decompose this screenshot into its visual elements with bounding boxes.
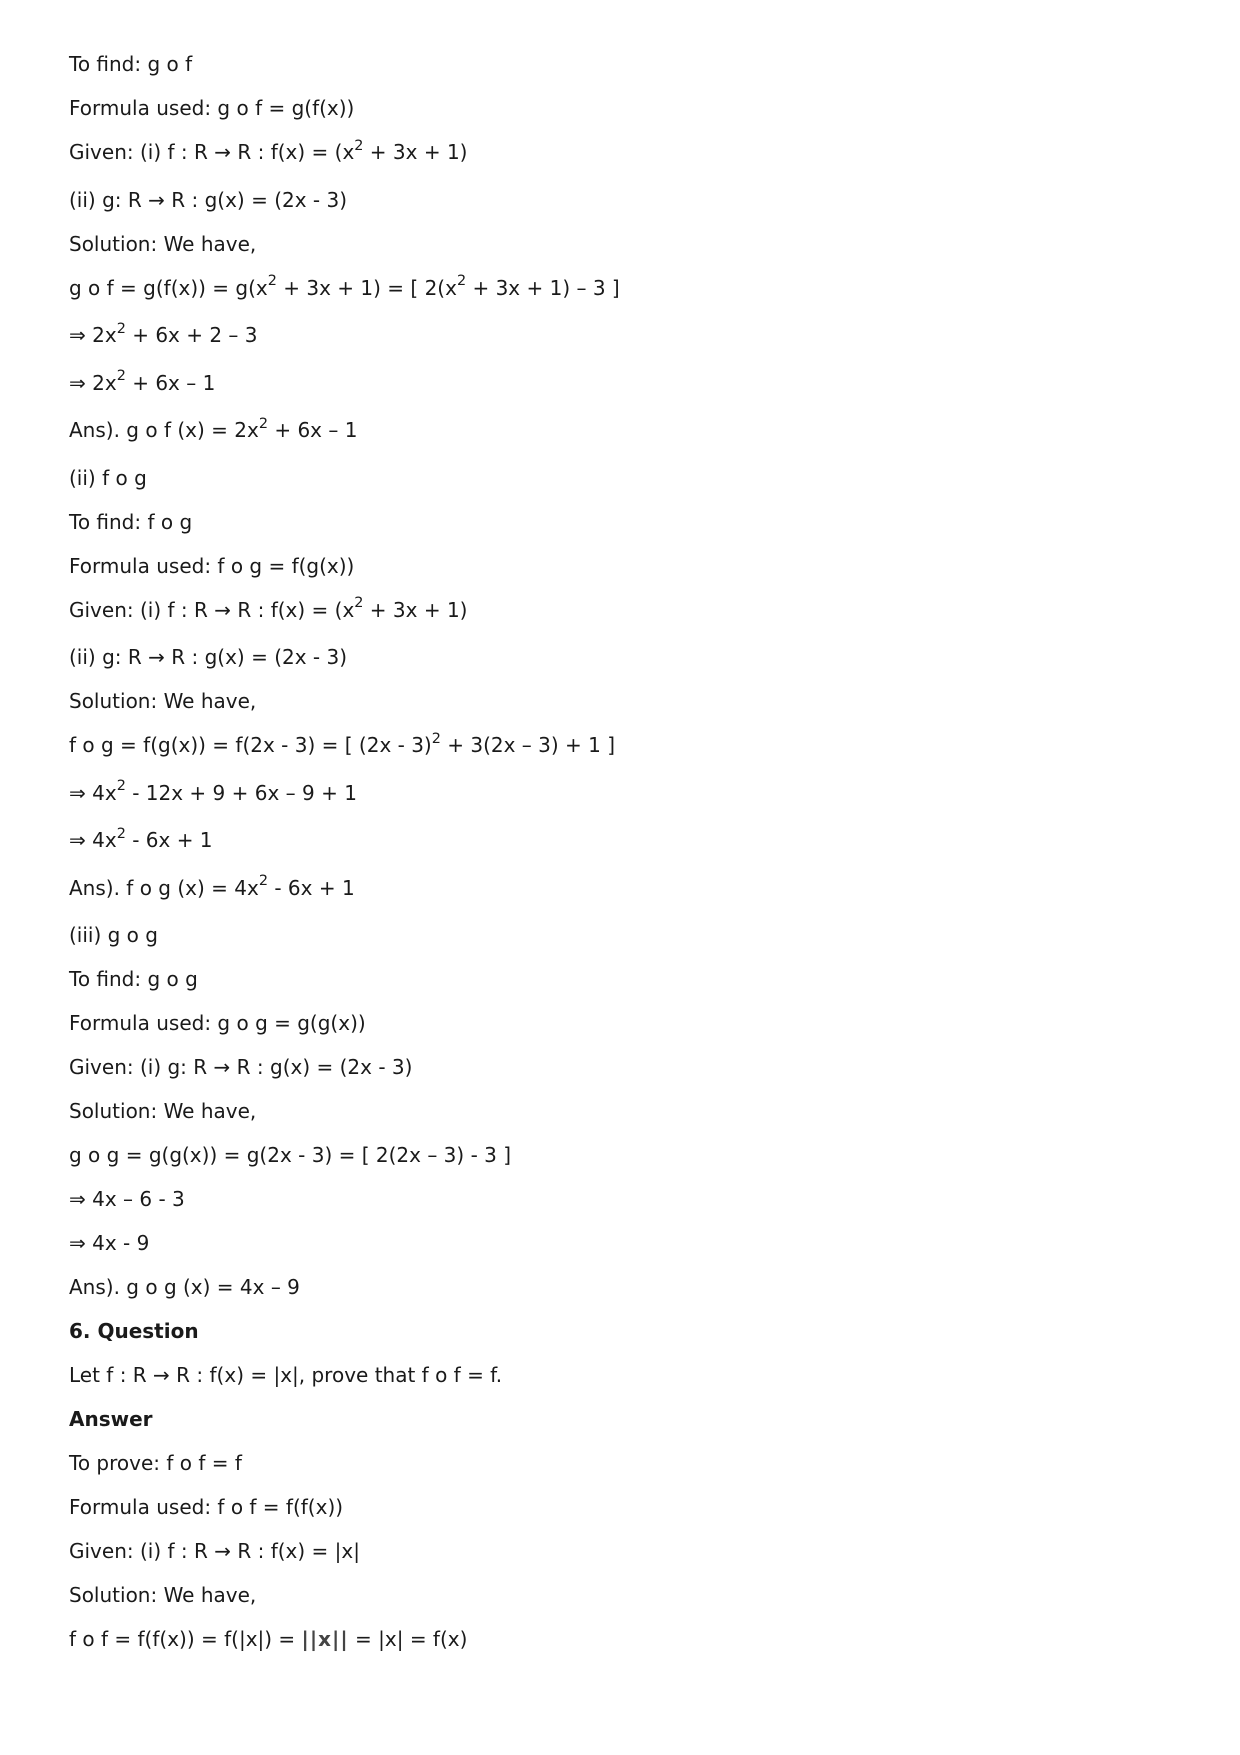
- text-fragment: ⇒ 4x: [69, 780, 117, 805]
- text-fragment: - 6x + 1: [125, 828, 213, 852]
- text-line: To find: g o g: [69, 967, 198, 991]
- text-fragment: Ans). g o f (x) = 2x: [69, 418, 259, 442]
- text-fragment: + 6x – 1: [267, 418, 358, 442]
- text-fragment: + 6x – 1: [125, 370, 216, 395]
- text-line: Solution: We have,: [69, 1099, 257, 1123]
- abs-abs-x-expression: ||x||: [301, 1627, 349, 1651]
- text-line: g o g = g(g(x)) = g(2x - 3) = [ 2(2x – 3) - 3 ]: [69, 1143, 512, 1167]
- superscript-exponent: 2: [258, 415, 268, 432]
- text-fragment: g o f = g(f(x)) = g(x: [69, 275, 268, 300]
- superscript-exponent: 2: [116, 368, 126, 385]
- text-fragment: + 3x + 1): [363, 140, 468, 164]
- text-line: [69, 825, 1169, 876]
- text-line: [69, 137, 1169, 188]
- text-line: (ii) g: R → R : g(x) = (2x - 3): [69, 645, 348, 669]
- text-fragment: - 6x + 1: [267, 875, 355, 900]
- superscript-exponent: 2: [116, 778, 126, 795]
- text-line: (ii) g: R → R : g(x) = (2x - 3): [69, 187, 348, 212]
- superscript-exponent: 2: [267, 273, 277, 290]
- text-line: Given: (i) g: R → R : g(x) = (2x - 3): [69, 1055, 413, 1079]
- text-line: [69, 320, 1169, 371]
- text-line: Solution: We have,: [69, 1583, 257, 1607]
- section-heading: 6. Question: [69, 1319, 199, 1343]
- text-fragment: Given: (i) f : R → R : f(x) = (x: [69, 597, 355, 622]
- text-line: Formula used: g o f = g(f(x)): [69, 96, 355, 120]
- text-line: To prove: f o f = f: [69, 1451, 242, 1475]
- text-fragment: + 3(2x – 3) + 1 ]: [440, 733, 616, 757]
- text-line: [69, 730, 1169, 781]
- text-fragment: + 3x + 1) – 3 ]: [466, 275, 620, 300]
- text-fragment: f o g = f(g(x)) = f(2x - 3) = [ (2x - 3): [69, 733, 432, 757]
- text-line: (iii) g o g: [69, 923, 158, 947]
- text-line: [69, 778, 1169, 829]
- superscript-exponent: 2: [258, 873, 268, 890]
- text-line: (ii) f o g: [69, 465, 147, 490]
- text-fragment: - 12x + 9 + 6x – 9 + 1: [125, 780, 357, 805]
- text-line: [69, 368, 1169, 419]
- text-line: ⇒ 4x – 6 - 3: [69, 1187, 185, 1211]
- text-line: Formula used: g o g = g(g(x)): [69, 1011, 366, 1035]
- text-line: Given: (i) f : R → R : f(x) = |x|: [69, 1539, 360, 1563]
- text-line: To find: g o f: [69, 52, 193, 76]
- text-line: [69, 1627, 1169, 1671]
- text-line: Formula used: f o f = f(f(x)): [69, 1495, 344, 1519]
- text-line: Solution: We have,: [69, 689, 257, 713]
- text-line: Ans). g o g (x) = 4x – 9: [69, 1275, 300, 1299]
- text-line: [69, 595, 1169, 646]
- text-fragment: ⇒ 4x: [69, 828, 117, 852]
- text-fragment: = |x| = f(x): [348, 1627, 468, 1651]
- text-line: Solution: We have,: [69, 231, 257, 256]
- text-fragment: ⇒ 2x: [69, 323, 117, 347]
- text-fragment: + 6x + 2 – 3: [125, 323, 258, 347]
- superscript-exponent: 2: [354, 595, 364, 612]
- superscript-exponent: 2: [431, 730, 441, 747]
- text-fragment: f o f = f(f(x)) = f(|x|) =: [69, 1627, 302, 1651]
- text-line: To find: f o g: [69, 509, 193, 534]
- section-heading: Answer: [69, 1407, 153, 1431]
- superscript-exponent: 2: [116, 320, 126, 337]
- text-fragment: Ans). f o g (x) = 4x: [69, 875, 259, 900]
- text-line: [69, 873, 1169, 924]
- superscript-exponent: 2: [456, 273, 467, 290]
- text-fragment: + 3x + 1) = [ 2(x: [276, 275, 457, 300]
- superscript-exponent: 2: [354, 137, 364, 154]
- text-line: [69, 273, 1169, 324]
- superscript-exponent: 2: [116, 825, 126, 842]
- text-line: [69, 415, 1169, 466]
- text-line: Formula used: f o g = f(g(x)): [69, 553, 355, 578]
- document-page: [69, 52, 1169, 1671]
- text-fragment: Given: (i) f : R → R : f(x) = (x: [69, 140, 355, 164]
- text-fragment: ⇒ 2x: [69, 370, 117, 395]
- text-fragment: + 3x + 1): [363, 597, 468, 622]
- text-line: ⇒ 4x - 9: [69, 1231, 150, 1255]
- text-line: Let f : R → R : f(x) = |x|, prove that f o f = f.: [69, 1363, 503, 1387]
